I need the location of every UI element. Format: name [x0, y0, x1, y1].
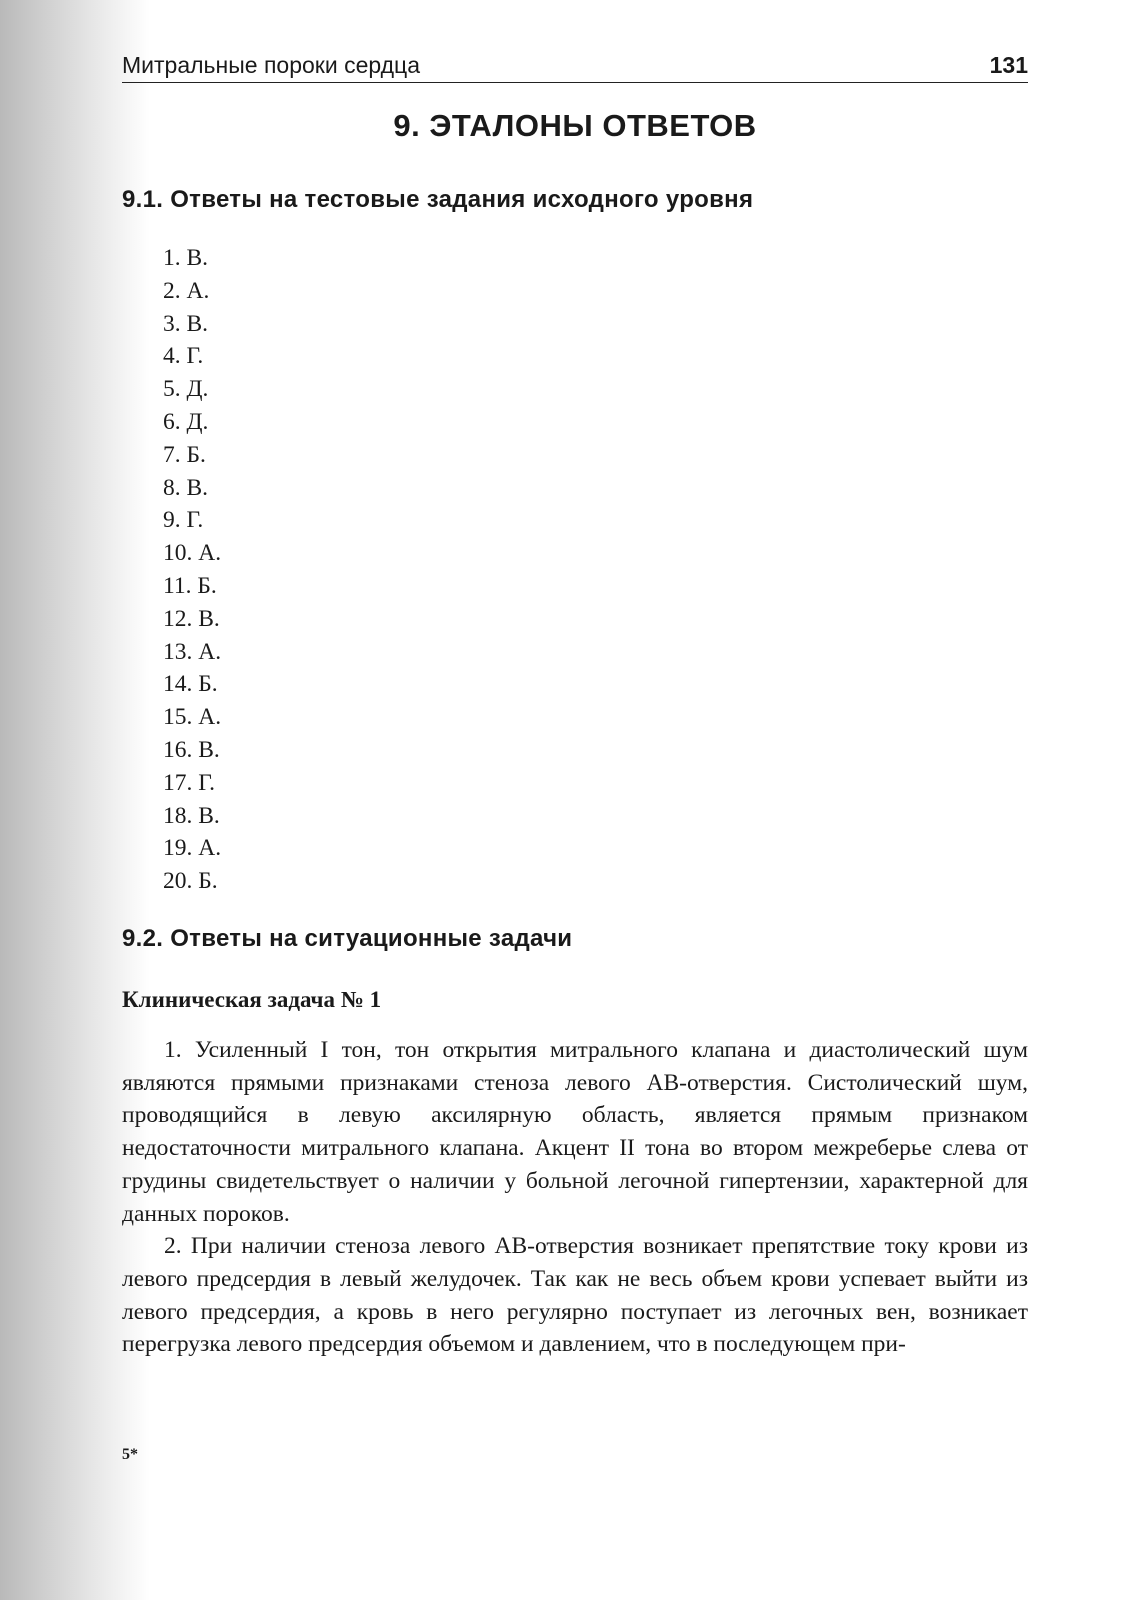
printer-signature: 5* — [122, 1446, 138, 1463]
answer-item: 14. Б. — [163, 671, 218, 698]
answer-item: 16. В. — [163, 736, 220, 763]
section-heading-situational-answers: 9.2. Ответы на ситуационные задачи — [122, 925, 573, 952]
answer-item: 9. Г. — [163, 507, 204, 534]
paragraph: 2. При наличии стеноза левого АВ-отверстия возникает препятствие току крови из левого предсердия в левый желудочек. Так как не весь объем крови успевает выйти из левого предсердия, а кровь в него регулярно поступает из легочных вен, возникает перегрузка левого предсердия объемом и давлением, что в последующем при- — [122, 1233, 1028, 1358]
answer-item: 5. Д. — [163, 376, 209, 403]
answer-body — [122, 1034, 1028, 1361]
answer-item: 12. В. — [163, 605, 220, 632]
answer-item: 18. В. — [163, 802, 220, 829]
answer-item: 8. В. — [163, 474, 209, 501]
answer-list — [163, 242, 221, 898]
answer-item: 19. А. — [163, 835, 222, 862]
answer-item: 20. Б. — [163, 868, 218, 895]
paragraph: 1. Усиленный I тон, тон открытия митрального клапана и диастолический шум являются прямыми признаками стеноза левого АВ-отверстия. Систолический шум, проводящийся в левую аксилярную область, является прямым признаком недостаточности митрального клапана. Акцент II тона во втором межреберье слева от грудины свидетельствует о наличии у больной легочной гипертензии, характерной для данных пороков. — [122, 1037, 1028, 1227]
answer-item: 7. Б. — [163, 441, 206, 468]
answer-item: 3. В. — [163, 310, 209, 337]
running-title: Митральные пороки сердца — [122, 52, 421, 78]
answer-item: 13. А. — [163, 638, 222, 665]
clinical-task-title: Клиническая задача № 1 — [122, 987, 382, 1012]
answer-item: 11. Б. — [163, 572, 217, 599]
answer-item: 10. А. — [163, 540, 222, 567]
answer-item: 6. Д. — [163, 408, 209, 435]
chapter-title: 9. ЭТАЛОНЫ ОТВЕТОВ — [393, 108, 757, 143]
answer-item: 17. Г. — [163, 769, 216, 796]
running-header — [122, 52, 1028, 83]
answer-item: 4. Г. — [163, 343, 204, 370]
section-heading-test-answers: 9.1. Ответы на тестовые задания исходного уровня — [122, 186, 754, 213]
answer-item: 15. А. — [163, 704, 222, 731]
answer-item: 2. А. — [163, 277, 210, 304]
answer-item: 1. В. — [163, 245, 209, 271]
page-number: 131 — [989, 52, 1028, 78]
